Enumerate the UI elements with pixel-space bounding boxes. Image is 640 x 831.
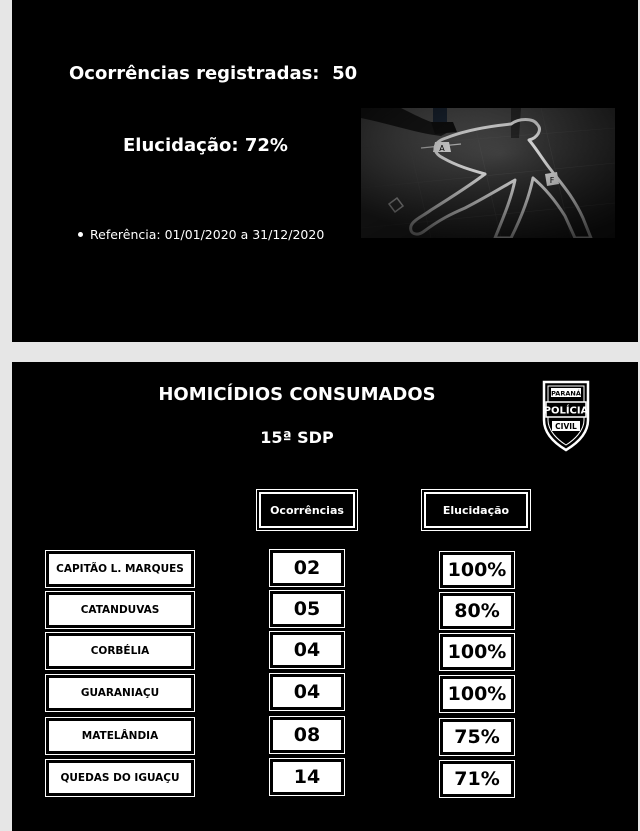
crime-scene-photo (361, 108, 615, 238)
city-name: QUEDAS DO IGUAÇU (48, 762, 192, 794)
slide-subtitle: 15ª SDP (260, 428, 334, 447)
header-elucidation: Elucidação (424, 492, 528, 528)
table-row (12, 591, 638, 629)
svg-text:CIVIL: CIVIL (555, 422, 577, 431)
city-name: CAPITÃO L. MARQUES (48, 553, 192, 585)
occurrences-count: 14 (272, 761, 342, 793)
svg-text:PARANÁ: PARANÁ (551, 389, 581, 398)
slide-homicides (12, 362, 638, 831)
elucidation-rate: 100% (442, 636, 512, 668)
table-row (12, 717, 638, 755)
table-row (12, 632, 638, 670)
city-name: CATANDUVAS (48, 594, 192, 626)
elucidation-rate: 100% (442, 678, 512, 710)
occurrences-count: 02 (272, 552, 342, 584)
occurrences-count: 08 (272, 719, 342, 751)
city-name: CORBÉLIA (48, 635, 192, 667)
header-occurrences: Ocorrências (259, 492, 355, 528)
bullet-icon (78, 232, 83, 237)
reference-period (78, 227, 324, 242)
elucidation-rate: 71% (442, 763, 512, 795)
elucidation-rate: 80% (442, 595, 512, 627)
occurrences-label: Ocorrências registradas: (69, 63, 320, 84)
occurrences-total (69, 63, 357, 84)
elucidation-total (123, 135, 288, 156)
occurrences-count: 04 (272, 676, 342, 708)
slide-summary (12, 0, 638, 342)
city-name: MATELÂNDIA (48, 720, 192, 752)
policia-civil-badge-icon (538, 376, 594, 452)
city-name: GUARANIAÇU (48, 677, 192, 709)
svg-text:POLÍCIA: POLÍCIA (543, 405, 589, 417)
table-row (12, 550, 638, 588)
slide-title: HOMICÍDIOS CONSUMADOS (158, 384, 436, 405)
elucidation-value: 72% (244, 135, 288, 156)
table-row (12, 674, 638, 712)
occurrences-value: 50 (332, 63, 358, 84)
occurrences-count: 05 (272, 593, 342, 625)
elucidation-rate: 100% (442, 554, 512, 586)
table-row (12, 759, 638, 797)
reference-text: Referência: 01/01/2020 a 31/12/2020 (90, 227, 325, 242)
elucidation-rate: 75% (442, 721, 512, 753)
elucidation-label: Elucidação: (123, 135, 239, 156)
occurrences-count: 04 (272, 634, 342, 666)
